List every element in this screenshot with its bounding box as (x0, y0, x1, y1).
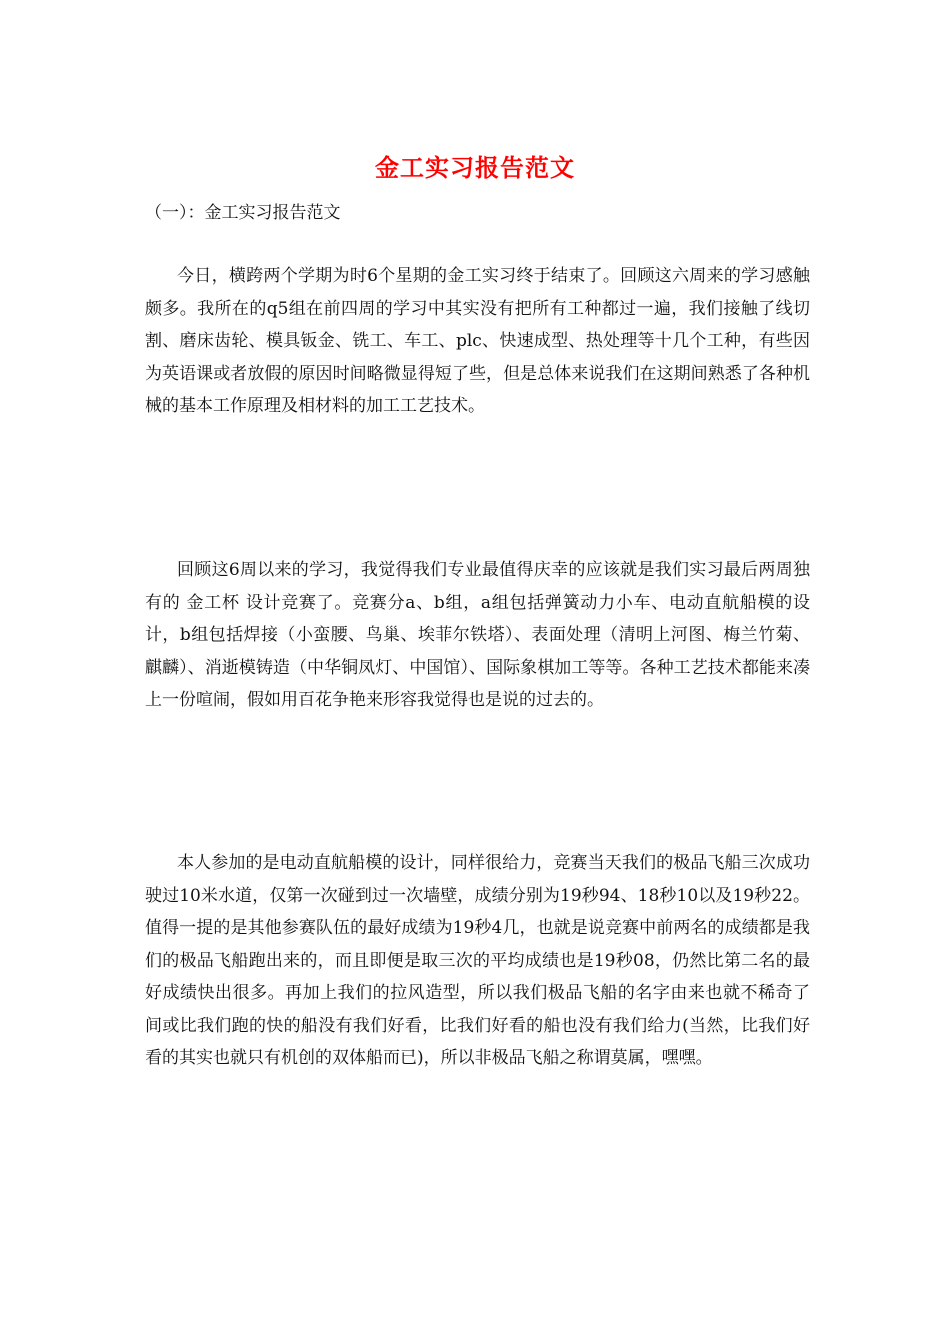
paragraph-3: 本人参加的是电动直航船模的设计，同样很给力，竞赛当天我们的极品飞船三次成功驶过10米水道，仅第一次碰到过一次墙壁，成绩分别为19秒94、18秒10以及19秒22。值得一提的是其他参赛队伍的最好成绩为19秒4几，也就是说竞赛中前两名的成绩都是我们的极品飞船跑出来的，而且即便是取三次的平均成绩也是19秒08，仍然比第二名的最好成绩快出很多。再加上我们的拉风造型，所以我们极品飞船的名字由来也就不稀奇了 间或比我们跑的快的船没有我们好看，比我们好看的船也没有我们给力(当然，比我们好看的其实也就只有机创的双体船而已)，所以非极品飞船之称谓莫属，嘿嘿。 (145, 853, 810, 1068)
paragraph-2: 回顾这6周以来的学习，我觉得我们专业最值得庆幸的应该就是我们实习最后两周独有的 金工杯 设计竞赛了。竞赛分a、b组，a组包括弹簧动力小车、电动直航船模的设计，b组包括焊接（小蛮腰、鸟巢、埃菲尔铁塔）、表面处理（清明上河图、梅兰竹菊、麒麟）、消逝模铸造（中华铜凤灯、中国馆）、国际象棋加工等等。各种工艺技术都能来凑上一份喧闹，假如用百花争艳来形容我觉得也是说的过去的。 (145, 560, 810, 710)
paragraph-1: 今日，横跨两个学期为时6个星期的金工实习终于结束了。回顾这六周来的学习感触颇多。我所在的q5组在前四周的学习中其实没有把所有工种都过一遍，我们接触了线切割、磨床齿轮、模具钣金、铣工、车工、plc、快速成型、热处理等十几个工种，有些因为英语课或者放假的原因时间略微显得短了些，但是总体来说我们在这期间熟悉了各种机械的基本工作原理及相材料的加工工艺技术。 (145, 266, 810, 416)
document-title: 金工实习报告范文 (375, 153, 575, 182)
section-subtitle: （一）：金工实习报告范文 (145, 203, 341, 223)
